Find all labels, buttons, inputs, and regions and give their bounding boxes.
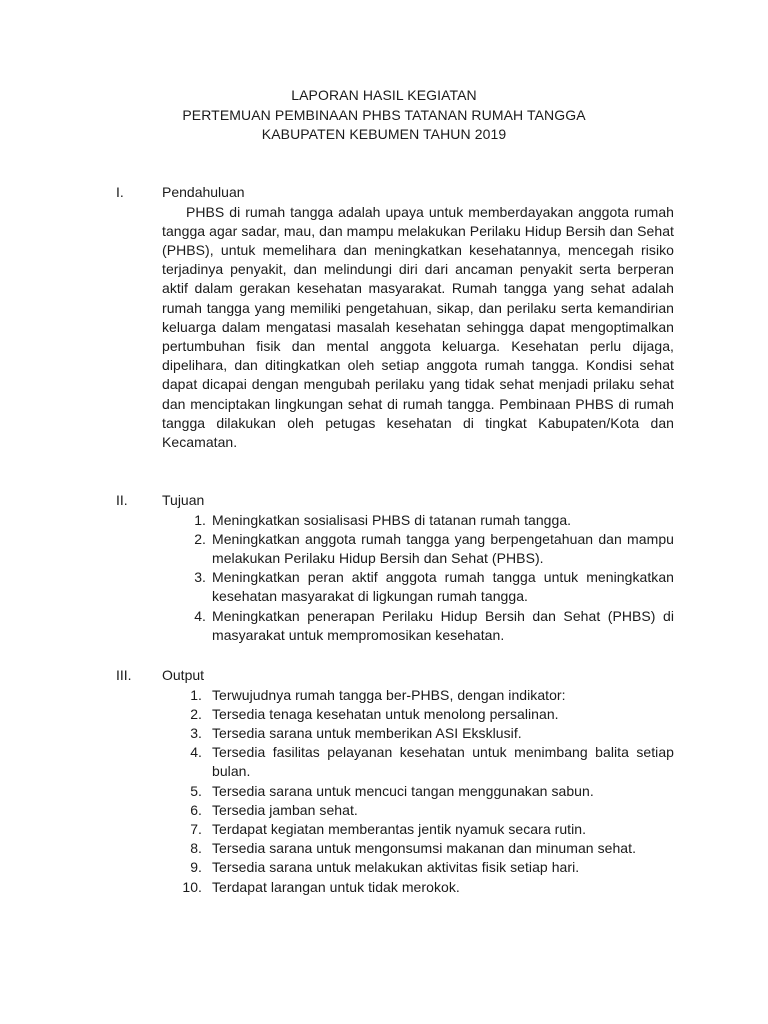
section-number: I. xyxy=(116,184,124,200)
section-title: Tujuan xyxy=(162,492,205,508)
list-item-text: Tersedia jamban sehat. xyxy=(212,801,358,818)
list-item xyxy=(116,743,674,781)
list-item-text: Tersedia tenaga kesehatan untuk menolong persalinan. xyxy=(212,705,559,722)
section-tujuan xyxy=(116,491,676,645)
list-item-text: Meningkatkan sosialisasi PHBS di tatanan rumah tangga. xyxy=(212,511,572,528)
tujuan-list xyxy=(116,511,676,645)
list-item-number: 7. xyxy=(190,820,202,837)
section-pendahuluan xyxy=(116,183,676,452)
list-item xyxy=(116,530,674,568)
section-number: II. xyxy=(116,492,128,508)
list-item xyxy=(116,801,674,820)
list-item-number: 4. xyxy=(190,744,202,761)
section-number: III. xyxy=(116,667,132,683)
list-item xyxy=(116,705,674,724)
list-item-text: Terdapat larangan untuk tidak merokok. xyxy=(212,878,460,895)
list-item xyxy=(116,568,674,606)
list-item-number: 6. xyxy=(190,801,202,818)
section-title: Output xyxy=(162,667,205,683)
section-output xyxy=(116,666,676,897)
list-item xyxy=(116,820,674,839)
intro-paragraph: PHBS di rumah tangga adalah upaya untuk memberdayakan anggota rumah tangga agar sadar, mau, dan mampu melakukan Perilaku Hidup Bersih dan Sehat (PHBS), untuk memelihara dan meningkatkan kesehatannya, mencegah risiko terjadinya penyakit, dan melindungi diri dari ancaman penyakit serta berperan aktif dalam gerakan kesehatan masyarakat. Rumah tangga yang sehat adalah rumah tangga yang memiliki pengetahuan, sikap, dan perilaku serta kemandirian keluarga dalam mengatasi masalah kesehatan sehingga dapat mengoptimalkan pertumbuhan fisik dan mental anggota keluarga. Kesehatan perlu dijaga, dipelihara, dan ditingkatkan oleh setiap anggota rumah tangga. Kondisi sehat dapat dicapai dengan mengubah perilaku yang tidak sehat menjadi prilaku sehat dan menciptakan lingkungan sehat di rumah tangga. Pembinaan PHBS di rumah tangga dilakukan oleh petugas kesehatan di tingkat Kabupaten/Kota dan Kecamatan. xyxy=(162,203,674,450)
section-title: Pendahuluan xyxy=(162,184,245,200)
list-item-text: Tersedia sarana untuk mengonsumsi makanan dan minuman sehat. xyxy=(212,840,637,857)
list-item-text: Meningkatkan penerapan Perilaku Hidup Bersih dan Sehat (PHBS) di masyarakat untuk mempromosikan kesehatan. xyxy=(212,607,674,643)
list-item-text: Tersedia sarana untuk mencuci tangan menggunakan sabun. xyxy=(212,782,594,799)
output-list xyxy=(116,686,676,897)
title-line-2: PERTEMUAN PEMBINAAN PHBS TATANAN RUMAH TANGGA xyxy=(182,106,586,123)
list-item xyxy=(116,839,674,858)
list-item xyxy=(116,607,674,645)
list-item-text: Meningkatkan peran aktif anggota rumah tangga untuk meningkatkan kesehatan masyarakat di ligkungan rumah tangga. xyxy=(212,569,674,605)
title-line-1: LAPORAN HASIL KEGIATAN xyxy=(291,87,477,103)
document-title xyxy=(0,86,768,145)
list-item xyxy=(116,858,674,877)
list-item-number: 2. xyxy=(194,530,206,547)
section-heading xyxy=(116,666,676,686)
list-item-number: 1. xyxy=(194,511,206,528)
list-item-text: Tersedia sarana untuk melakukan aktivitas fisik setiap hari. xyxy=(212,859,580,876)
list-item-text: Meningkatkan anggota rumah tangga yang berpengetahuan dan mampu melakukan Perilaku Hidup Bersih dan Sehat (PHBS). xyxy=(212,530,674,566)
list-item xyxy=(116,878,674,897)
list-item xyxy=(116,511,674,530)
section-heading xyxy=(116,491,676,511)
list-item-number: 3. xyxy=(194,569,206,586)
section-heading xyxy=(116,183,676,203)
list-item-number: 1. xyxy=(190,686,202,703)
list-item-number: 3. xyxy=(190,724,202,741)
list-item-number: 5. xyxy=(190,782,202,799)
list-item-number: 8. xyxy=(190,840,202,857)
list-item-text: Tersedia fasilitas pelayanan kesehatan untuk menimbang balita setiap bulan. xyxy=(212,744,674,780)
list-item-number: 4. xyxy=(194,607,206,624)
list-item-text: Terwujudnya rumah tangga ber-PHBS, dengan indikator: xyxy=(212,686,566,703)
list-item-number: 2. xyxy=(190,705,202,722)
list-item-text: Terdapat kegiatan memberantas jentik nyamuk secara rutin. xyxy=(212,820,587,837)
list-item-number: 10. xyxy=(182,878,202,895)
list-item-text: Tersedia sarana untuk memberikan ASI Eksklusif. xyxy=(212,724,522,741)
title-line-3: KABUPATEN KEBUMEN TAHUN 2019 xyxy=(261,126,507,142)
list-item xyxy=(116,686,674,705)
list-item-number: 9. xyxy=(190,859,202,876)
list-item xyxy=(116,782,674,801)
list-item xyxy=(116,724,674,743)
